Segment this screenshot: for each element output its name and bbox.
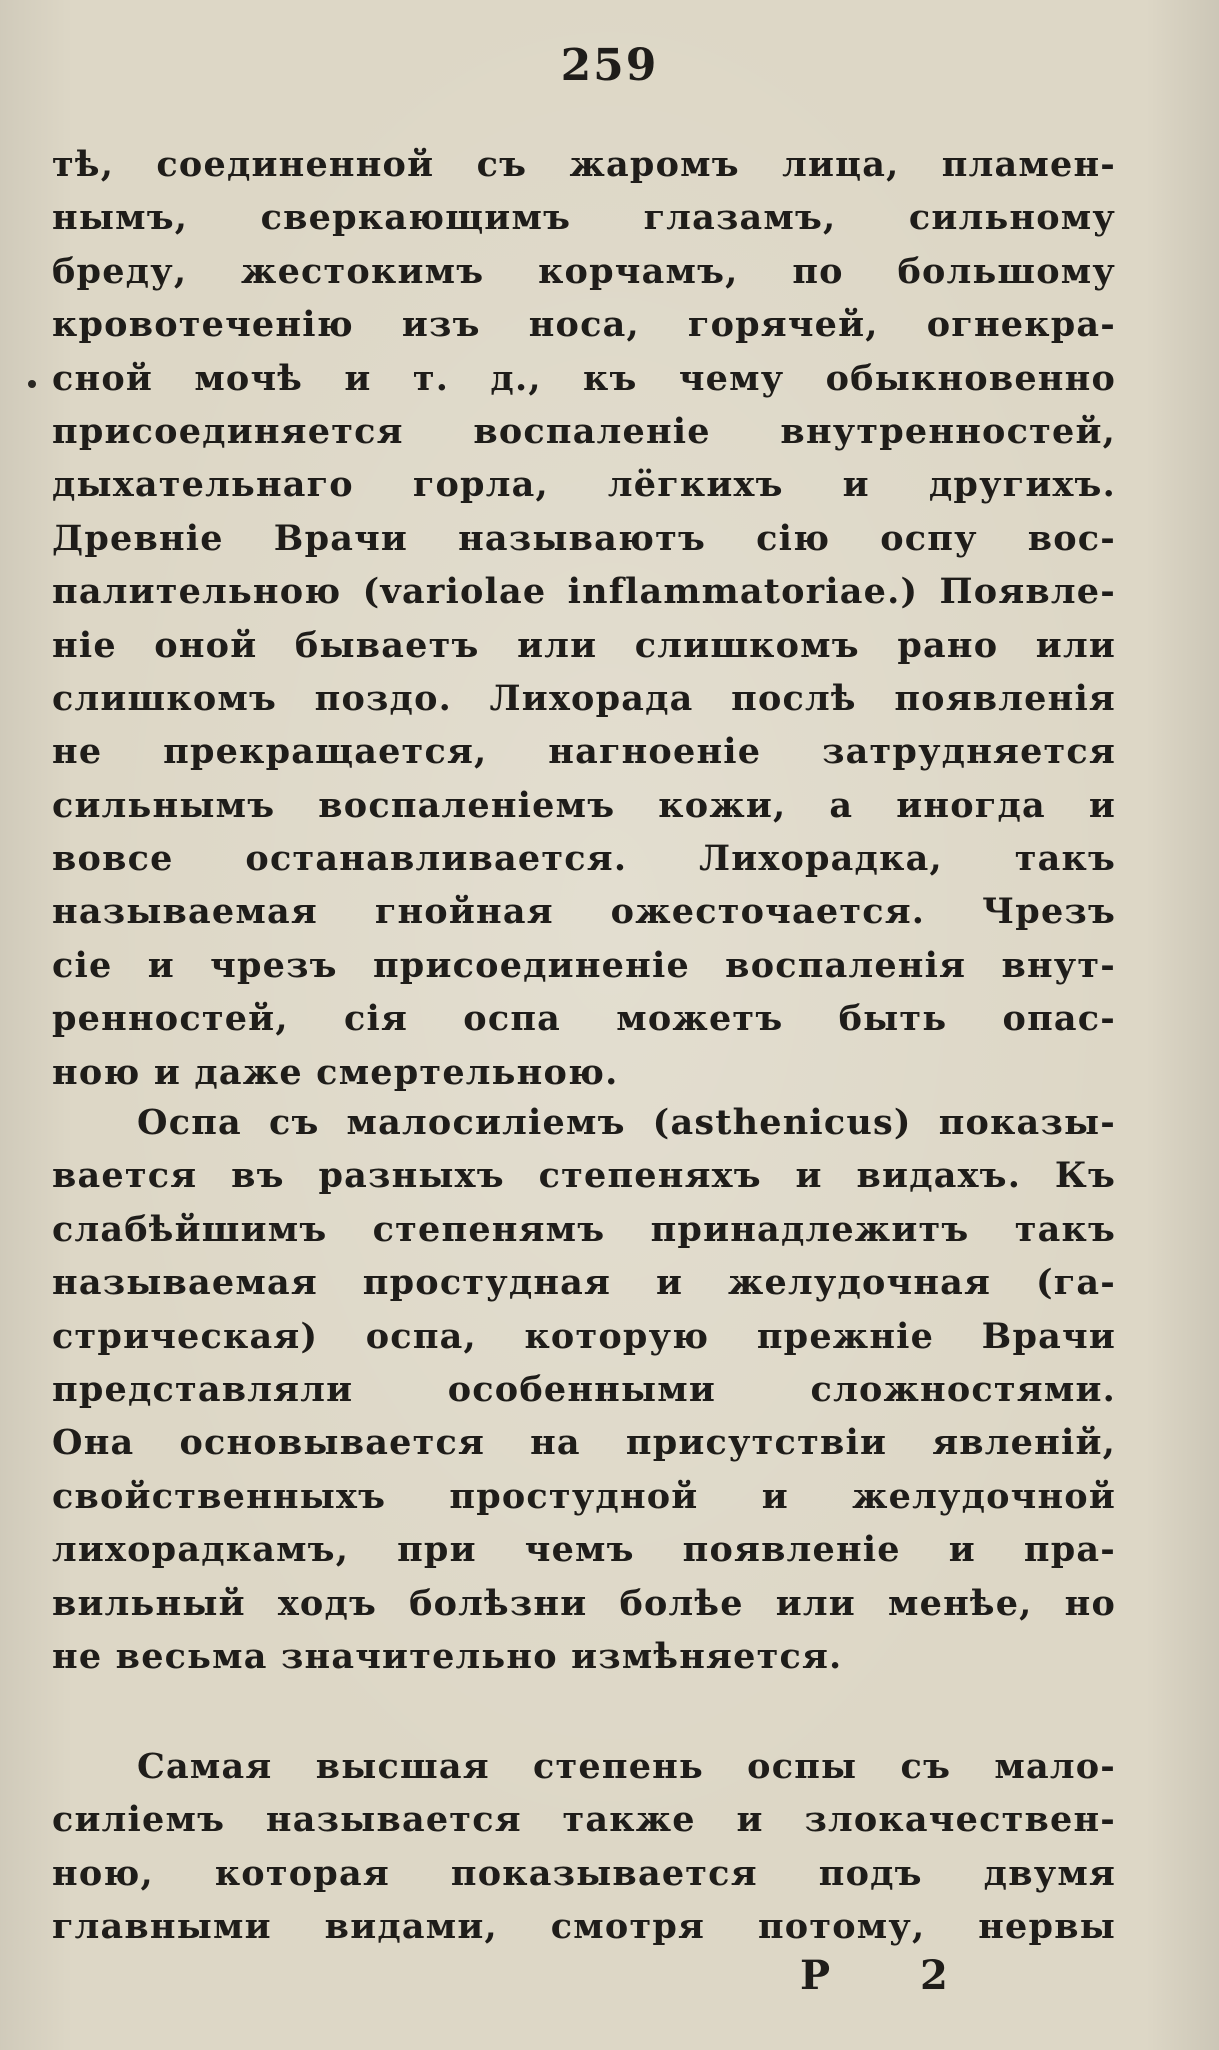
text-line: вовсе останавливается. Лихорадка, такъ: [52, 838, 1116, 880]
text-line: называемая гнойная ожесточается. Чрезъ: [52, 891, 1116, 933]
text-line: Она основывается на присутствіи явленій,: [52, 1422, 1116, 1464]
text-line: тѣ, соединенной съ жаромъ лица, пламен-: [52, 144, 1116, 185]
paragraph-1: [52, 138, 1116, 1099]
paragraph-3: [52, 1740, 1116, 1954]
text-line: палительною (variolae inflammatoriae.) Появле-: [52, 571, 1116, 613]
text-line: не весьма значительно измѣняется.: [52, 1635, 843, 1677]
text-line: слишкомъ поздо. Лихорада послѣ появленія: [52, 677, 1116, 719]
text-line: не прекращается, нагноеніе затрудняется: [52, 731, 1116, 773]
text-line: присоединяется воспаленіе внутренностей,: [52, 410, 1116, 452]
text-line: сильнымъ воспаленіемъ кожи, а иногда и: [52, 784, 1116, 826]
text-line: вильный ходъ болѣзни болѣе или менѣе, но: [52, 1582, 1116, 1624]
text-line: сіе и чрезъ присоединеніе воспаленія внут-: [52, 944, 1116, 986]
text-line: бреду, жестокимъ корчамъ, по большому: [52, 250, 1116, 292]
signature-mark: Р 2: [800, 1952, 986, 1999]
text-line: силіемъ называется также и злокачествен-: [52, 1799, 1116, 1841]
text-line: представляли особенными сложностями.: [52, 1368, 1116, 1410]
page-number: 259: [560, 40, 659, 91]
text-line: главными видами, смотря потому, нервы: [52, 1906, 1116, 1948]
text-line: ною и даже смертельною.: [52, 1051, 619, 1093]
text-line: стрическая) оспа, которую прежніе Врачи: [52, 1315, 1116, 1357]
text-line: вается въ разныхъ степеняхъ и видахъ. Къ: [52, 1155, 1116, 1197]
text-line: называемая простудная и желудочная (га-: [52, 1262, 1116, 1304]
text-line: сной мочѣ и т. д., къ чему обыкновенно: [52, 357, 1116, 399]
text-line: свойственныхъ простудной и желудочной: [52, 1475, 1116, 1517]
text-line: ренностей, сія оспа можетъ быть опас-: [52, 998, 1116, 1040]
text-line: Древніе Врачи называютъ сію оспу вос-: [52, 517, 1116, 559]
text-line: кровотеченію изъ носа, горячей, огнекра-: [52, 304, 1116, 346]
text-line: ною, которая показывается подъ двумя: [52, 1852, 1116, 1894]
text-line: ніе оной бываетъ или слишкомъ рано или: [52, 624, 1116, 666]
text-line: Оспа съ малосиліемъ (asthenicus) показы-: [137, 1102, 1116, 1143]
text-line: дыхательнаго горла, лёгкихъ и другихъ.: [52, 464, 1116, 506]
margin-dot-mark: [28, 380, 36, 388]
text-line: лихорадкамъ, при чемъ появленіе и пра-: [52, 1529, 1116, 1571]
text-line: слабѣйшимъ степенямъ принадлежитъ такъ: [52, 1208, 1116, 1250]
text-line: нымъ, сверкающимъ глазамъ, сильному: [52, 197, 1116, 239]
paragraph-2: [52, 1096, 1116, 1683]
text-line: Самая высшая степень оспы съ мало-: [137, 1746, 1116, 1787]
